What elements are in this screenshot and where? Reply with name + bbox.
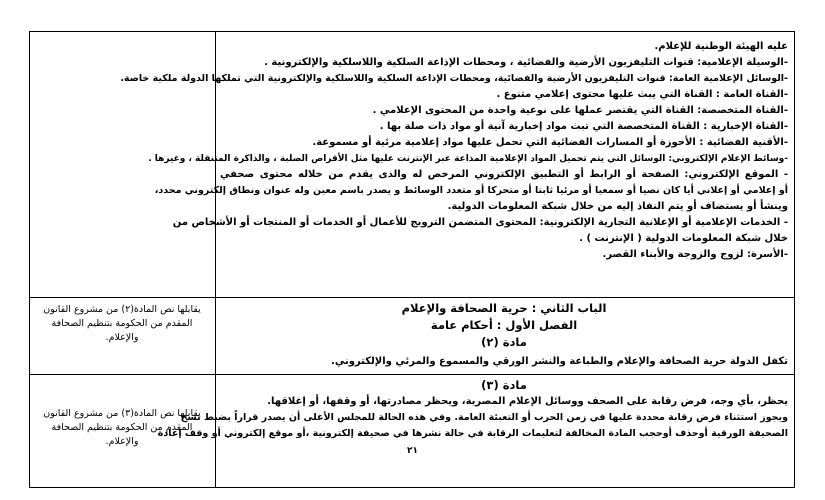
definition-line: -القناة الإخبارية : القناة المتخصصة التي تبث مواد إخبارية آنية أو مواد ذات صلة بها . xyxy=(379,121,788,132)
definition-line: وينشأ أو يستضاف أو يتم النفاذ إليه من خلال شبكة المعلومات الدولية. xyxy=(447,201,788,212)
definition-line: -القناة المتخصصة: القناة التي يقتصر عملها على نوعية واحدة من المحتوى الإعلامي . xyxy=(372,105,788,116)
side-note-article-3: يقابلها نص المادة(٣) من مشروع القانون المقدم من الحكومة بتنظيم الصحافة والإعلام. xyxy=(43,408,201,447)
definition-line: -الوسائل الإعلامية العامة: قنوات التليفزيون الأرضية والفضائية، ومحطات الإذاعة السلكية واللاسلكية والإلكترونية التي تملكها الدولة ملكية خاصة. xyxy=(120,73,788,84)
chapter-title: الباب الثاني : حرية الصحافة والإعلام xyxy=(401,301,607,315)
side-note-article-2: يقابلها نص المادة(٢) من مشروع القانون المقدم من الحكومة بتنظيم الصحافة والإعلام. xyxy=(43,304,201,343)
definition-line: -الأقنية الفضائية : الأحوزة أو المسارات الفضائية التي تحمل عليها مواد إعلامية مرئية أو مسموعة. xyxy=(312,137,788,148)
page-number: ٢١ xyxy=(407,446,418,456)
article-title: مادة (٢) xyxy=(481,335,527,349)
definition-line: -القناة العامة : القناة التي يبث عليها محتوى إعلامي متنوع . xyxy=(496,89,788,100)
definition-line: -وسائط الإعلام الإلكتروني: الوسائل التي يتم تحميل المواد الإعلامية المذاعة عبر الإنترنت عليها مثل الأقراص الصلبة ، والذاكرة المتنقلة ، وغيرها . xyxy=(148,154,788,164)
definition-line: - الموقع الإلكتروني: الصفحة أو الرابط أو التطبيق الإلكتروني المرخص له والذى يقدم من خلاله محتوى صحفي xyxy=(220,169,788,180)
article-text: تكفل الدولة حرية الصحافة والإعلام والطباعة والنشر الورقي والمسموع والمرئي والإلكتروني. xyxy=(331,356,788,367)
article-3-block xyxy=(157,377,788,442)
definition-line: - الخدمات الإعلامية أو الإعلانية التجارية الإلكترونية: المحتوى المتضمن الترويج للأعمال أو الخدمات أو المنتجات أو الأشخاص من xyxy=(172,217,788,228)
part-title: الفصل الأول : أحكام عامة xyxy=(430,318,578,332)
definition-line: أو إعلامي أو إعلاني أيا كان نصيا أو سمعيا أو مرئيا ثابتا أو متحركا أو متعدد الوسائط و يصدر باسم معين وله عنوان ونطاق إلكتروني محدد، xyxy=(154,185,788,196)
definition-line: -الأسرة: لزوج والزوجة والأبناء القصر. xyxy=(602,249,788,260)
article-text: ويجوز استثناء فرض رقابة محددة عليها في زمن الحرب أو التعبئة العامة. وفي هذه الحالة للمجلس الأعلى أن يصدر قراراً بضبط نسخ xyxy=(180,412,788,423)
definitions-block xyxy=(120,39,788,263)
definition-line: عليه الهيئة الوطنية للإعلام. xyxy=(654,41,788,52)
article-text: الصحيفة الورقية أوحذف أوحجب المادة المخالفة لتعليمات الرقابة في حالة نشرها في صحيفة إلكترونية ،أو موقع إلكتروني أو وقف إعادة xyxy=(157,428,788,439)
definition-line: خلال شبكة المعلومات الدولية ( الإنترنت ) . xyxy=(579,233,788,244)
comparison-table xyxy=(29,31,795,488)
article-title: مادة (٣) xyxy=(481,378,527,392)
row-divider xyxy=(30,297,794,298)
article-text: يحظر، بأي وجه، فرض رقابة على الصحف ووسائل الإعلام المصرية، ويحظر مصادرتها، أو وقفها، أو إغلاقها. xyxy=(267,396,788,407)
row-divider xyxy=(30,374,794,375)
article-2-block xyxy=(220,300,788,370)
definition-line: -الوسيلة الإعلامية: قنوات التليفزيون الأرضية والفضائية ، ومحطات الإذاعة السلكية واللاسلكية والإلكترونية . xyxy=(264,57,788,68)
